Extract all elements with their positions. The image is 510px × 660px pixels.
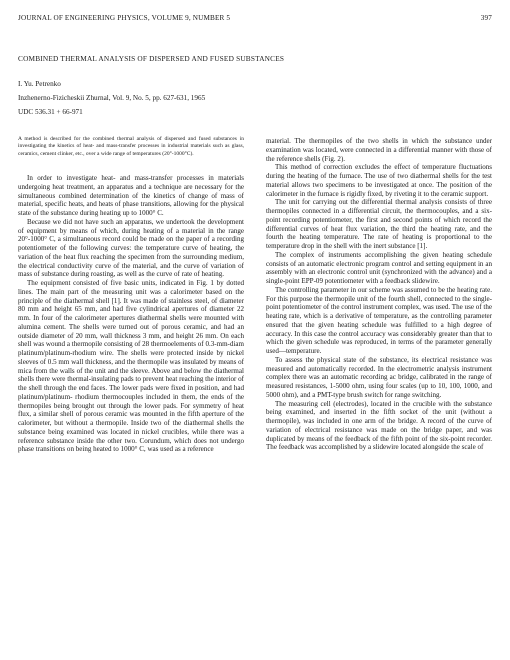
paragraph: In order to investigate heat- and mass-transfer processes in materials undergoing heat treatment, an apparatus and a technique are necessary for the simultaneous combined determination of the kinetics of change of mass of material, specific heats, and heats of phase transitions, allowing for the physical state of the substance during heating up to 1000° C. xyxy=(18,174,244,217)
abstract: A method is described for the combined thermal analysis of dispersed and fused substances in investigating the kinetics of heat- and mass-transfer processes in industrial materials such as glass, ceramics, cement clinker, etc., over a wide range of temperatures (20°-1000°C). xyxy=(18,136,244,157)
page-number: 397 xyxy=(480,14,492,22)
citation: Inzhenerno-Fizicheskii Zhurnal, Vol. 9, No. 5, pp. 627-631, 1965 xyxy=(18,94,206,102)
paragraph: The equipment consisted of five basic units, indicated in Fig. 1 by dotted lines. The main part of the measuring unit was a calorimeter based on the principle of the diathermal shell [1]. It was made of stainless steel, of diameter 80 mm and height 65 mm, and had five cylindrical apertures of diameter 22 mm. In four of the calorimeter apertures diathermal shells were mounted with alumina cement. The shells were turned out of porous ceramic, and had an outside diameter of 20 mm, wall thickness 3 mm, and height 26 mm. On each shell was wound a thermopile consisting of 28 thermoelements of 0.3-mm-diam platinum/platinum-rhodium wire. The shells were protected inside by nickel sleeves of 0.5 mm wall thickness, and the thermopile was insulated by means of mica from the walls of the unit and the sleeve. Above and below the diathermal shells there were thermal-insulating pads to prevent heat reaching the interior of the shell through the end faces. The lower pads were fixed in position, and had platinum/platinum- rhodium thermocouples included in them, the ends of the thermopiles being brought out through the lower pads. For symmetry of heat flux, a similar shell of porous ceramic was mounted in the fifth aperture of the calorimeter, but without a thermopile. Inside two of the diathermal shells the substance being examined was located in nickel crucibles, while there was a reference substance inside the other two. Corundum, which does not undergo phase transitions on being heated to 1000° C, was used as a reference xyxy=(18,279,244,454)
right-column xyxy=(266,137,492,452)
paper-page xyxy=(18,14,492,654)
paragraph: material. The thermopiles of the two shells in which the substance under examination was located, were connected in a differential manner with those of the reference shells (Fig. 2). xyxy=(266,137,492,163)
journal-title: JOURNAL OF ENGINEERING PHYSICS, VOLUME 9, NUMBER 5 xyxy=(18,14,231,22)
paragraph: Because we did not have such an apparatus, we undertook the development of equipment by means of which, during heating of a material in the range 20°-1000° C, a simultaneous record could be made on the paper of a recording potentiometer of the following curves: the temperature curve of heating, the variation of the heat flux reaching the specimen from the surrounding medium, the electrical conductivity curve of the material, and the curve of variation of mass of substance during roasting, as well as the curve of rate of heating. xyxy=(18,217,244,279)
running-header xyxy=(18,14,492,26)
udc-code: UDC 536.31 + 66-971 xyxy=(18,108,83,116)
paragraph: This method of correction excludes the effect of temperature fluctuations during the heating of the furnace. The use of two diathermal shells for the test material allows two specimens to be investigated at once. The position of the calorimeter in the furnace is rigidly fixed, by riveting it to the ceramic support. xyxy=(266,163,492,198)
paragraph: The measuring cell (electrodes), located in the crucible with the substance being examined, and inserted in the fifth socket of the unit (without a thermopile), was included in one arm of the bridge. A record of the curve of variation of electrical resistance was made on the bridge paper, and was duplicated by means of the feedback of the fifth point of the six-point recorder. The feedback was accomplished by a slidewire located alongside the scale of xyxy=(266,399,492,452)
paragraph: To assess the physical state of the substance, its electrical resistance was measured and automatically recorded. In the electrometric analysis instrument complex there was an automatic recording ac bridge, calibrated in the range of measured resistances, 1-5000 ohm, using four scales (up to 10, 100, 1000, and 5000 ohm), and a PMT-type brush switch for range switching. xyxy=(266,355,492,399)
left-column xyxy=(18,174,244,454)
author: I. Yu. Petrenko xyxy=(18,80,61,88)
article-title: COMBINED THERMAL ANALYSIS OF DISPERSED AND FUSED SUBSTANCES xyxy=(18,54,285,63)
paragraph: The unit for carrying out the differential thermal analysis consists of three thermopiles connected in a differential circuit, the thermocouples, and a six-point recording potentiometer, the first and second points of which record the differential curves of heat flux variation, the third the heating rate, and the fourth the heating temperature. The rate of heating is proportional to the temperature drop in the shell with the inert substance [1]. xyxy=(266,198,492,250)
paragraph: The complex of instruments accomplishing the given heating schedule consists of an automatic electronic program control and setting equipment in an assembly with an electronic control unit (synchronized with the advance) and a single-point EPP-09 potentiometer with a feedback slidewire. xyxy=(266,250,492,285)
paragraph: The controlling parameter in our scheme was assumed to be the heating rate. For this purpose the thermopile unit of the fourth shell, connected to the single-point potentiometer of the control instrument complex, was used. The use of the heating rate, which is a derivative of temperature, as the controlling parameter ensured that the given heating schedule was fulfilled to a high degree of accuracy. In this case the control accuracy was considerably greater than that to which the given schedule was reproduced, in terms of the parameter generally used—temperature. xyxy=(266,285,492,355)
